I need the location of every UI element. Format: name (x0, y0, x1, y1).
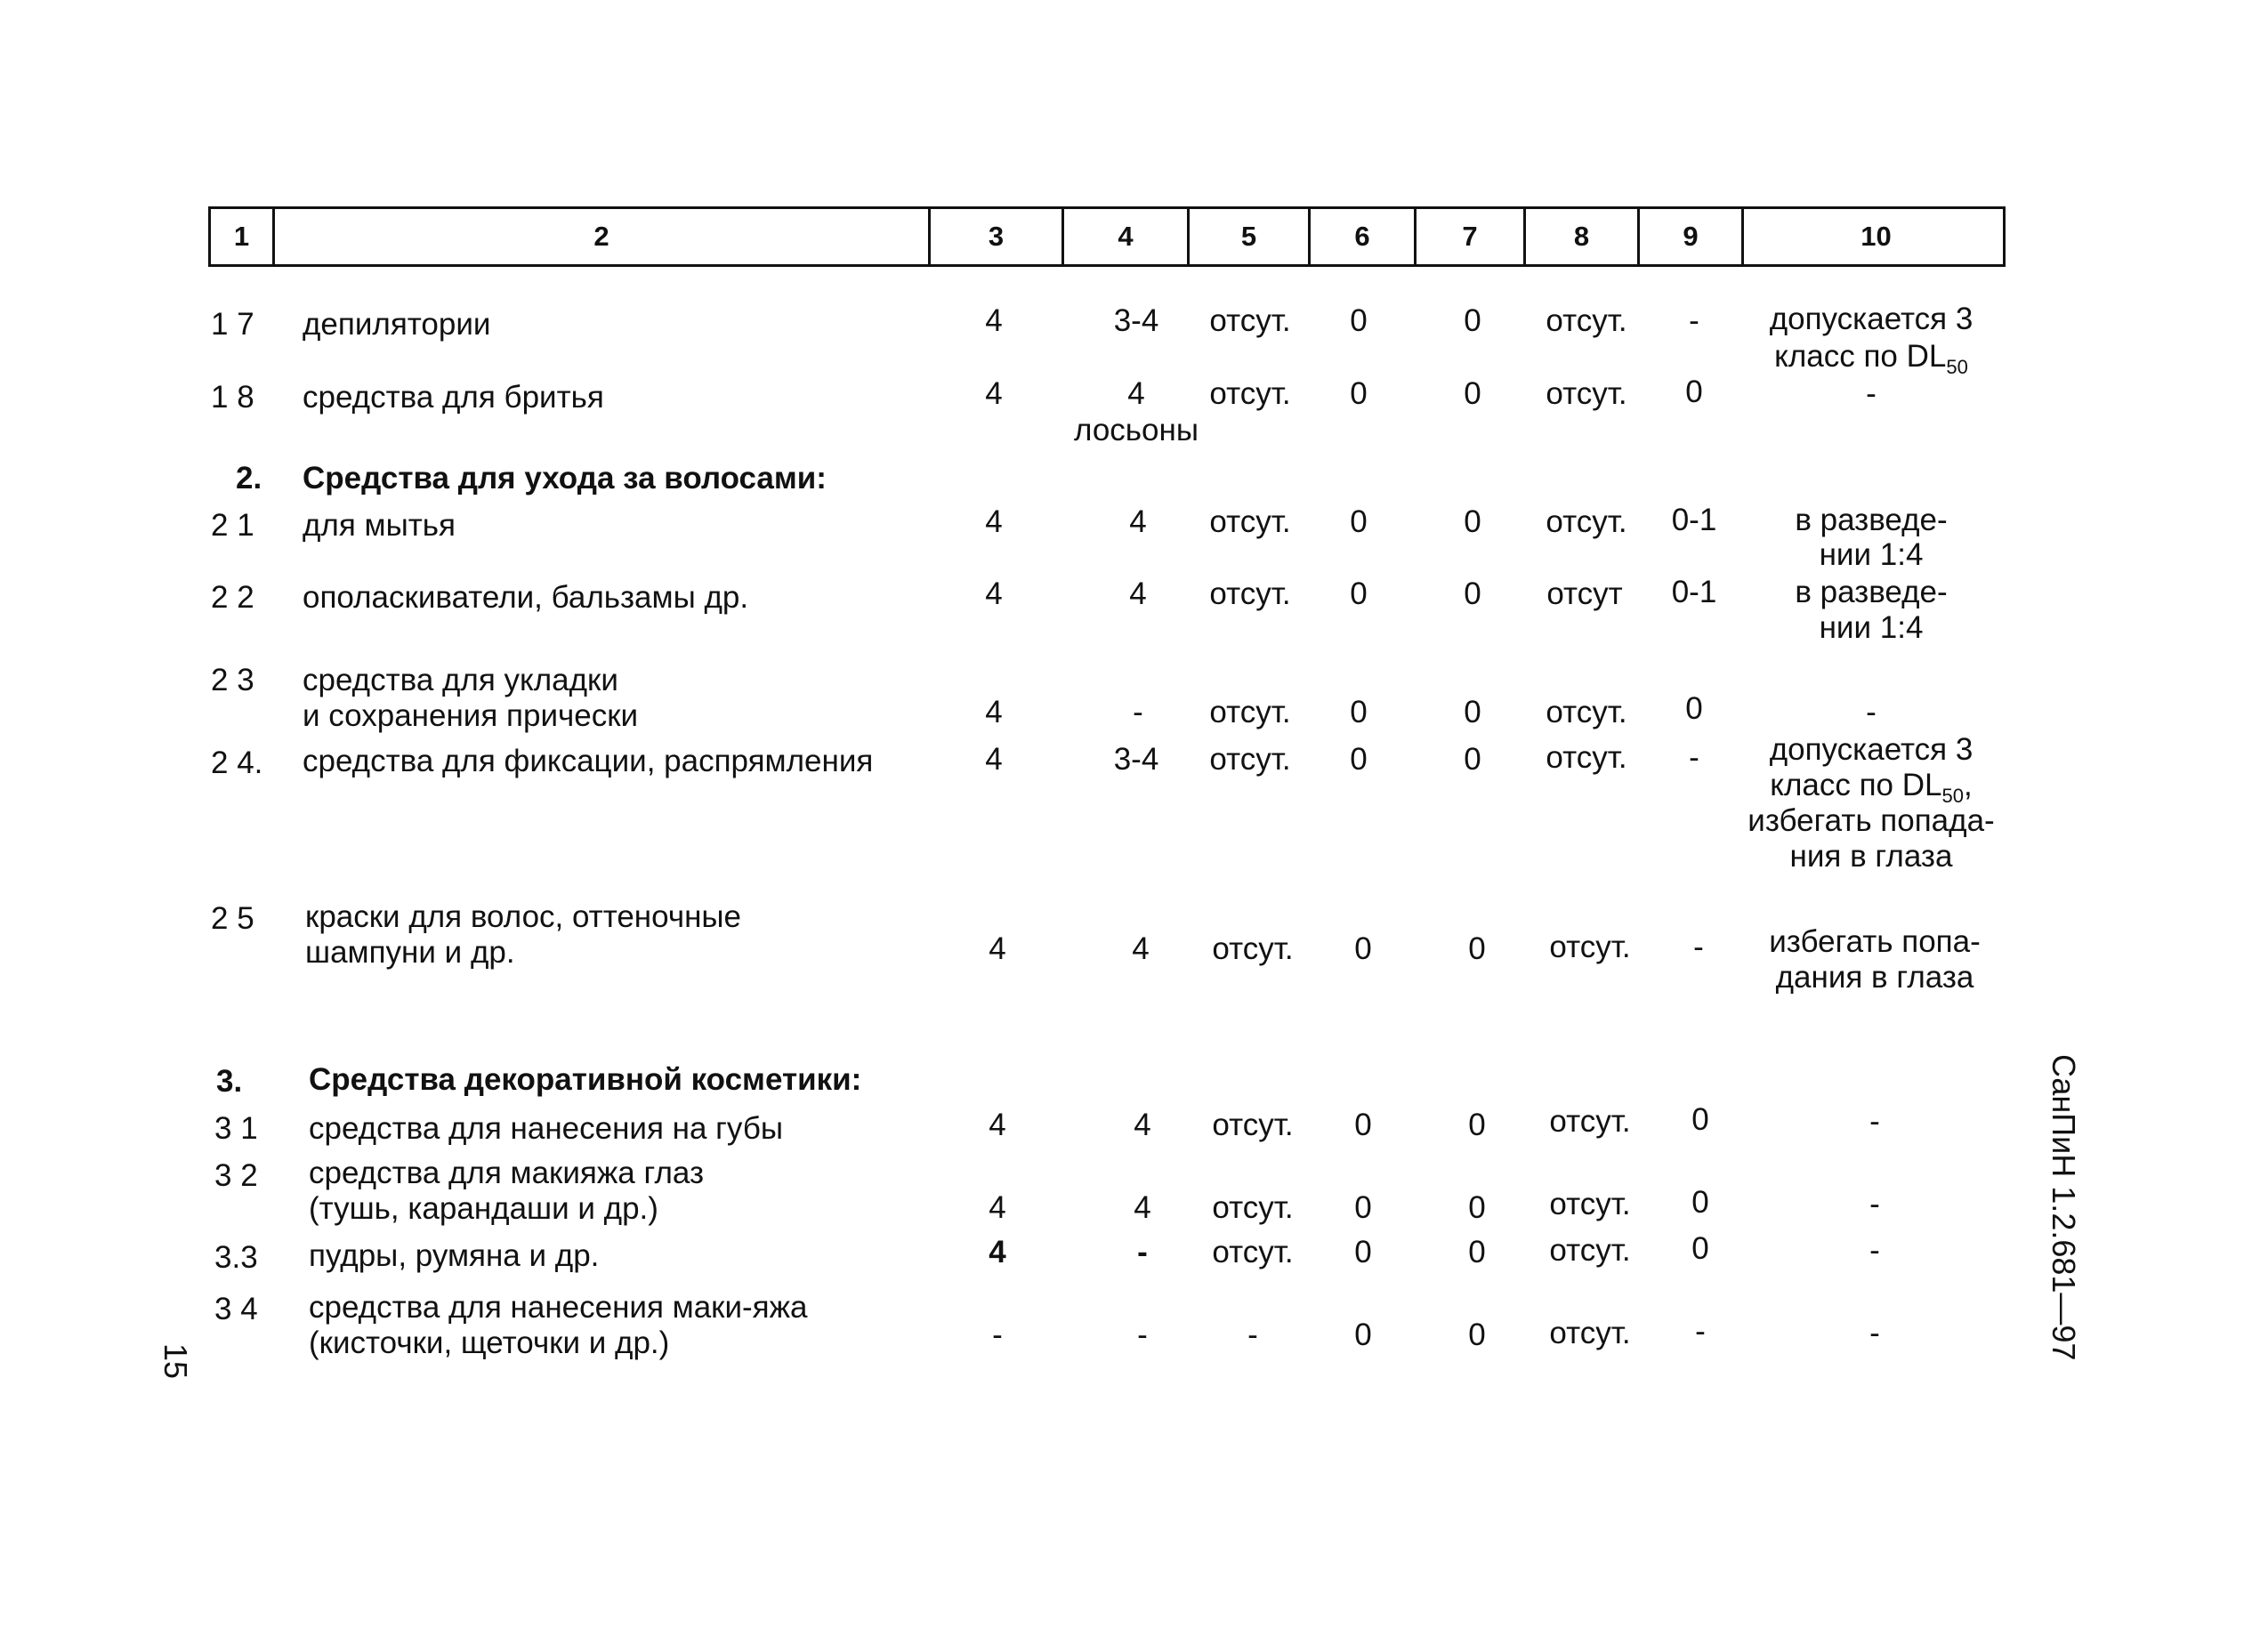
section-number: 3. (216, 1064, 243, 1099)
subscript: 50 (1941, 785, 1964, 807)
cell-col6: 0 (1350, 742, 1368, 777)
row-name: средства для нанесения на губы (309, 1111, 784, 1146)
row-name: средства для бритья (303, 380, 604, 415)
cell-col8: отсут. (1549, 1233, 1631, 1268)
table-header (208, 206, 2006, 267)
cell-col10: - (1869, 1104, 1880, 1139)
cell-col5: отсут. (1209, 504, 1291, 539)
cell-col3: 4 (985, 303, 1003, 338)
cell-col4: 4 (1127, 376, 1145, 411)
cell-col6: 0 (1350, 504, 1368, 539)
cell-col6: 0 (1354, 1318, 1372, 1352)
row-number: 2 3 (211, 663, 254, 697)
row-name: и сохранения прически (303, 698, 639, 733)
cell-col4: 4 (1134, 1108, 1151, 1142)
cell-col10: нии 1:4 (1819, 610, 1924, 645)
cell-col9: 0 (1691, 1102, 1709, 1137)
cell-col6: 0 (1350, 695, 1368, 729)
section-title: Средства декоративной косметики: (309, 1062, 862, 1097)
row-name: (кисточки, щеточки и др.) (309, 1326, 670, 1360)
cell-col9: 0 (1685, 691, 1703, 726)
cell-col3: 4 (985, 504, 1003, 539)
subscript: 50 (1946, 356, 1968, 378)
cell-col9: - (1693, 930, 1704, 964)
cell-col7: 0 (1468, 931, 1486, 966)
cell-col3: 4 (985, 695, 1003, 729)
cell-col8: отсут. (1549, 1187, 1631, 1221)
cell-col9: 0 (1685, 375, 1703, 409)
cell-col10: допускается 3 (1769, 732, 1974, 767)
header-cell: 9 (1640, 209, 1744, 264)
row-number: 3 1 (214, 1111, 258, 1146)
cell-col10: - (1869, 1187, 1880, 1221)
cell-col5: отсут. (1212, 1108, 1294, 1142)
cell-col8: отсут. (1546, 376, 1627, 411)
row-number: 2 4. (211, 745, 263, 780)
row-name: шампуни и др. (305, 935, 515, 970)
cell-col6: 0 (1354, 931, 1372, 966)
page-number: 15 (157, 1343, 194, 1380)
cell-col5: отсут. (1209, 303, 1291, 338)
header-cell: 1 (211, 209, 275, 264)
cell-col8: отсут. (1549, 1104, 1631, 1139)
cell-col6: 0 (1350, 576, 1368, 611)
cell-col5: отсут. (1209, 695, 1291, 729)
cell-col4-note: лосьоны (1074, 413, 1199, 447)
row-number: 2 5 (211, 901, 254, 936)
cell-col10: ния в глаза (1789, 839, 1953, 874)
header-cell: 4 (1064, 209, 1190, 264)
cell-col3: 4 (989, 1190, 1006, 1225)
cell-col9: 0-1 (1671, 503, 1717, 537)
cell-col3: 4 (985, 576, 1003, 611)
row-name: средства для макияжа глаз (309, 1156, 705, 1190)
cell-col8: отсут. (1549, 1316, 1631, 1350)
cell-col10: дания в глаза (1775, 960, 1974, 995)
header-cell: 7 (1417, 209, 1526, 264)
row-name: средства для нанесения маки-яжа (309, 1290, 808, 1325)
row-number: 3 2 (214, 1158, 258, 1193)
cell-col4: 4 (1129, 504, 1147, 539)
cell-col3: 4 (985, 742, 1003, 777)
cell-col10: - (1869, 1316, 1880, 1350)
header-cell: 2 (275, 209, 931, 264)
cell-col9: - (1689, 303, 1699, 338)
cell-col10: в разведе- (1795, 575, 1948, 609)
header-cell: 10 (1861, 221, 1892, 252)
row-name: ополаскиватели, бальзамы др. (303, 580, 749, 615)
row-number: 3.3 (214, 1240, 258, 1275)
cell-col4: - (1137, 1318, 1148, 1352)
cell-col4: 4 (1134, 1190, 1151, 1225)
cell-col5: отсут. (1212, 931, 1294, 966)
cell-col10: - (1869, 1233, 1880, 1268)
cell-col8: отсут. (1546, 695, 1627, 729)
row-name: депилятории (303, 307, 491, 342)
cell-col10: - (1866, 695, 1877, 729)
cell-col7: 0 (1464, 695, 1481, 729)
row-name: пудры, румяна и др. (309, 1238, 600, 1273)
cell-col4: 4 (1129, 576, 1147, 611)
cell-col10: в разведе- (1795, 503, 1948, 537)
cell-col5: отсут. (1212, 1235, 1294, 1269)
cell-col4: - (1137, 1235, 1148, 1269)
cell-col6: 0 (1354, 1235, 1372, 1269)
cell-col5: отсут. (1209, 576, 1291, 611)
cell-col3: 4 (985, 376, 1003, 411)
row-name: средства для фиксации, распрямления (303, 744, 874, 778)
row-number: 2 1 (211, 508, 254, 543)
cell-col6: 0 (1354, 1108, 1372, 1142)
section-title: Средства для ухода за волосами: (303, 461, 827, 496)
cell-col10: избегать попа- (1769, 924, 1981, 959)
cell-col4: 4 (1132, 931, 1150, 966)
row-number: 1 7 (211, 307, 254, 342)
cell-col8: отсут (1546, 576, 1623, 611)
row-name: краски для волос, оттеночные (305, 899, 742, 934)
cell-col5: отсут. (1209, 742, 1291, 777)
cell-col6: 0 (1350, 376, 1368, 411)
cell-col8: отсут. (1546, 740, 1627, 775)
cell-col5: отсут. (1209, 376, 1291, 411)
cell-col3: 4 (989, 1235, 1006, 1269)
cell-col7: 0 (1468, 1108, 1486, 1142)
row-name: для мытья (303, 508, 456, 543)
cell-col9: - (1689, 740, 1699, 775)
row-number: 2 2 (211, 580, 254, 615)
cell-col7: 0 (1464, 504, 1481, 539)
cell-col8: отсут. (1549, 930, 1631, 964)
cell-col6: 0 (1354, 1190, 1372, 1225)
header-cell: 5 (1190, 209, 1311, 264)
cell-col10: допускается 3 (1769, 302, 1974, 336)
cell-col9: 0 (1691, 1231, 1709, 1266)
cell-col5: - (1247, 1318, 1258, 1352)
cell-col10: - (1866, 376, 1877, 411)
cell-col7: 0 (1464, 742, 1481, 777)
document-code-label: СанПиН 1.2.681—97 (2046, 1054, 2082, 1361)
header-cell: 3 (931, 209, 1064, 264)
cell-col3: 4 (989, 1108, 1006, 1142)
cell-col8: отсут. (1546, 303, 1627, 338)
cell-col10: нии 1:4 (1819, 537, 1924, 572)
row-name: средства для укладки (303, 663, 618, 697)
cell-col4: 3-4 (1113, 742, 1159, 777)
cell-col7: 0 (1464, 576, 1481, 611)
row-number: 3 4 (214, 1292, 258, 1326)
cell-col10-text: класс по DL (1770, 768, 1942, 802)
cell-col3: 4 (989, 931, 1006, 966)
cell-col7: 0 (1468, 1318, 1486, 1352)
cell-col8: отсут. (1546, 504, 1627, 539)
cell-col9: 0-1 (1671, 575, 1717, 609)
cell-col10: избегать попада- (1748, 803, 1995, 838)
row-number: 1 8 (211, 380, 254, 415)
header-cell: 8 (1526, 209, 1640, 264)
cell-col3: - (992, 1318, 1003, 1352)
cell-col10-text: класс по DL (1774, 339, 1947, 374)
cell-col9: - (1695, 1314, 1706, 1349)
cell-col4: - (1133, 695, 1143, 729)
cell-col7: 0 (1464, 303, 1481, 338)
section-number: 2. (236, 461, 262, 496)
cell-col7: 0 (1468, 1235, 1486, 1269)
cell-col7: 0 (1468, 1190, 1486, 1225)
row-name: (тушь, карандаши и др.) (309, 1191, 658, 1226)
header-cell: 6 (1311, 209, 1417, 264)
cell-col7: 0 (1464, 376, 1481, 411)
cell-col5: отсут. (1212, 1190, 1294, 1225)
cell-col4: 3-4 (1113, 303, 1159, 338)
cell-col10-text: , (1963, 768, 1973, 802)
cell-col6: 0 (1350, 303, 1368, 338)
cell-col9: 0 (1691, 1185, 1709, 1220)
